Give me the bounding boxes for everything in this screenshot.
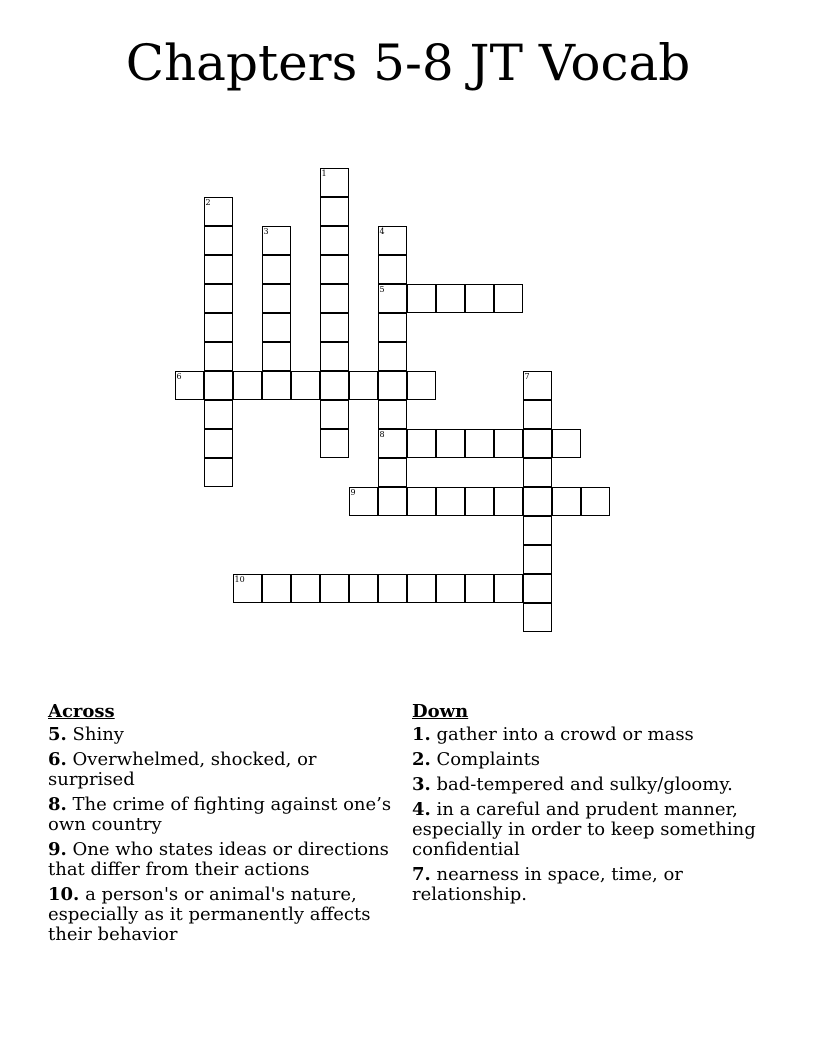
grid-cell[interactable]	[523, 603, 552, 632]
grid-cell[interactable]	[465, 574, 494, 603]
grid-cell[interactable]	[436, 487, 465, 516]
grid-cell[interactable]	[407, 371, 436, 400]
grid-cell[interactable]	[291, 574, 320, 603]
grid-cell[interactable]	[523, 574, 552, 603]
clue-across-9	[48, 840, 408, 880]
grid-cell[interactable]	[378, 574, 407, 603]
clue-text: One who states ideas or directions that differ from their actions	[48, 839, 389, 880]
grid-cell[interactable]	[204, 371, 233, 400]
grid-cell[interactable]	[378, 284, 407, 313]
clue-number: 7.	[412, 864, 431, 885]
cell-number: 2	[205, 197, 211, 207]
clue-down-3	[412, 775, 772, 795]
grid-cell[interactable]	[204, 458, 233, 487]
down-clues	[412, 702, 772, 910]
clue-number: 2.	[412, 749, 431, 770]
clue-down-2	[412, 750, 772, 770]
grid-cell[interactable]	[320, 313, 349, 342]
grid-cell[interactable]	[233, 574, 262, 603]
grid-cell[interactable]	[262, 342, 291, 371]
grid-cell[interactable]	[378, 458, 407, 487]
grid-cell[interactable]	[320, 168, 349, 197]
cell-number: 4	[379, 226, 385, 236]
grid-cell[interactable]	[581, 487, 610, 516]
grid-cell[interactable]	[465, 284, 494, 313]
grid-cell[interactable]	[320, 371, 349, 400]
cell-number: 6	[176, 371, 182, 381]
grid-cell[interactable]	[523, 487, 552, 516]
grid-cell[interactable]	[407, 429, 436, 458]
across-heading: Across	[48, 701, 115, 722]
clue-number: 5.	[48, 724, 67, 745]
grid-cell[interactable]	[291, 371, 320, 400]
grid-cell[interactable]	[320, 574, 349, 603]
grid-cell[interactable]	[494, 284, 523, 313]
grid-cell[interactable]	[378, 313, 407, 342]
grid-cell[interactable]	[436, 429, 465, 458]
grid-cell[interactable]	[465, 487, 494, 516]
grid-cell[interactable]	[465, 429, 494, 458]
clue-text: Shiny	[72, 724, 124, 745]
grid-cell[interactable]	[204, 313, 233, 342]
grid-cell[interactable]	[262, 255, 291, 284]
clue-across-6	[48, 750, 408, 790]
grid-cell[interactable]	[349, 487, 378, 516]
clue-down-1	[412, 725, 772, 745]
grid-cell[interactable]	[407, 574, 436, 603]
grid-cell[interactable]	[378, 342, 407, 371]
cell-number: 9	[350, 487, 356, 497]
grid-cell[interactable]	[175, 371, 204, 400]
clue-text: nearness in space, time, or relationship.	[412, 864, 683, 905]
grid-cell[interactable]	[262, 574, 291, 603]
cell-number: 3	[263, 226, 269, 236]
grid-cell[interactable]	[552, 429, 581, 458]
clue-number: 3.	[412, 774, 431, 795]
grid-cell[interactable]	[378, 255, 407, 284]
grid-cell[interactable]	[320, 400, 349, 429]
grid-cell[interactable]	[494, 487, 523, 516]
clue-text: Overwhelmed, shocked, or surprised	[48, 749, 317, 790]
clue-number: 1.	[412, 724, 431, 745]
grid-cell[interactable]	[436, 284, 465, 313]
clue-text: Complaints	[436, 749, 541, 770]
cell-number: 8	[379, 429, 385, 439]
cell-number: 7	[524, 371, 530, 381]
grid-cell[interactable]	[523, 400, 552, 429]
grid-cell[interactable]	[262, 313, 291, 342]
clue-across-5	[48, 725, 408, 745]
clue-text: bad-tempered and sulky/gloomy.	[436, 774, 733, 795]
grid-cell[interactable]	[523, 458, 552, 487]
clue-across-10	[48, 885, 408, 945]
clue-number: 4.	[412, 799, 431, 820]
grid-cell[interactable]	[262, 226, 291, 255]
grid-cell[interactable]	[523, 516, 552, 545]
cell-number: 1	[321, 168, 327, 178]
grid-cell[interactable]	[523, 545, 552, 574]
grid-cell[interactable]	[204, 226, 233, 255]
grid-cell[interactable]	[378, 226, 407, 255]
clue-number: 8.	[48, 794, 67, 815]
page-title: Chapters 5-8 JT Vocab	[125, 34, 691, 92]
grid-cell[interactable]	[378, 400, 407, 429]
grid-cell[interactable]	[407, 487, 436, 516]
clue-text: in a careful and prudent manner, especially in order to keep something confidential	[412, 799, 756, 860]
grid-cell[interactable]	[494, 429, 523, 458]
clue-number: 9.	[48, 839, 67, 860]
grid-cell[interactable]	[523, 371, 552, 400]
clue-number: 10.	[48, 884, 80, 905]
grid-cell[interactable]	[552, 487, 581, 516]
grid-cell[interactable]	[436, 574, 465, 603]
across-clues	[48, 702, 408, 950]
clue-down-4	[412, 800, 772, 860]
grid-cell[interactable]	[204, 197, 233, 226]
grid-cell[interactable]	[523, 429, 552, 458]
grid-cell[interactable]	[378, 487, 407, 516]
clue-text: The crime of fighting against one’s own country	[48, 794, 392, 835]
grid-cell[interactable]	[378, 429, 407, 458]
grid-cell[interactable]	[320, 197, 349, 226]
clue-number: 6.	[48, 749, 67, 770]
grid-cell[interactable]	[233, 371, 262, 400]
clue-text: gather into a crowd or mass	[436, 724, 694, 745]
grid-cell[interactable]	[407, 284, 436, 313]
grid-cell[interactable]	[262, 371, 291, 400]
grid-cell[interactable]	[320, 284, 349, 313]
grid-cell[interactable]	[204, 400, 233, 429]
grid-cell[interactable]	[204, 429, 233, 458]
grid-cell[interactable]	[320, 226, 349, 255]
grid-cell[interactable]	[320, 429, 349, 458]
grid-cell[interactable]	[349, 574, 378, 603]
down-heading: Down	[412, 701, 469, 722]
clue-across-8	[48, 795, 408, 835]
grid-cell[interactable]	[320, 342, 349, 371]
clue-text: a person's or animal's nature, especially as it permanently affects their behavior	[48, 884, 371, 945]
grid-cell[interactable]	[349, 371, 378, 400]
grid-cell[interactable]	[320, 255, 349, 284]
cell-number: 5	[379, 284, 385, 294]
grid-cell[interactable]	[262, 284, 291, 313]
grid-cell[interactable]	[204, 255, 233, 284]
grid-cell[interactable]	[204, 284, 233, 313]
grid-cell[interactable]	[378, 371, 407, 400]
cell-number: 10	[234, 574, 245, 584]
clue-down-7	[412, 865, 772, 905]
grid-cell[interactable]	[204, 342, 233, 371]
grid-cell[interactable]	[494, 574, 523, 603]
